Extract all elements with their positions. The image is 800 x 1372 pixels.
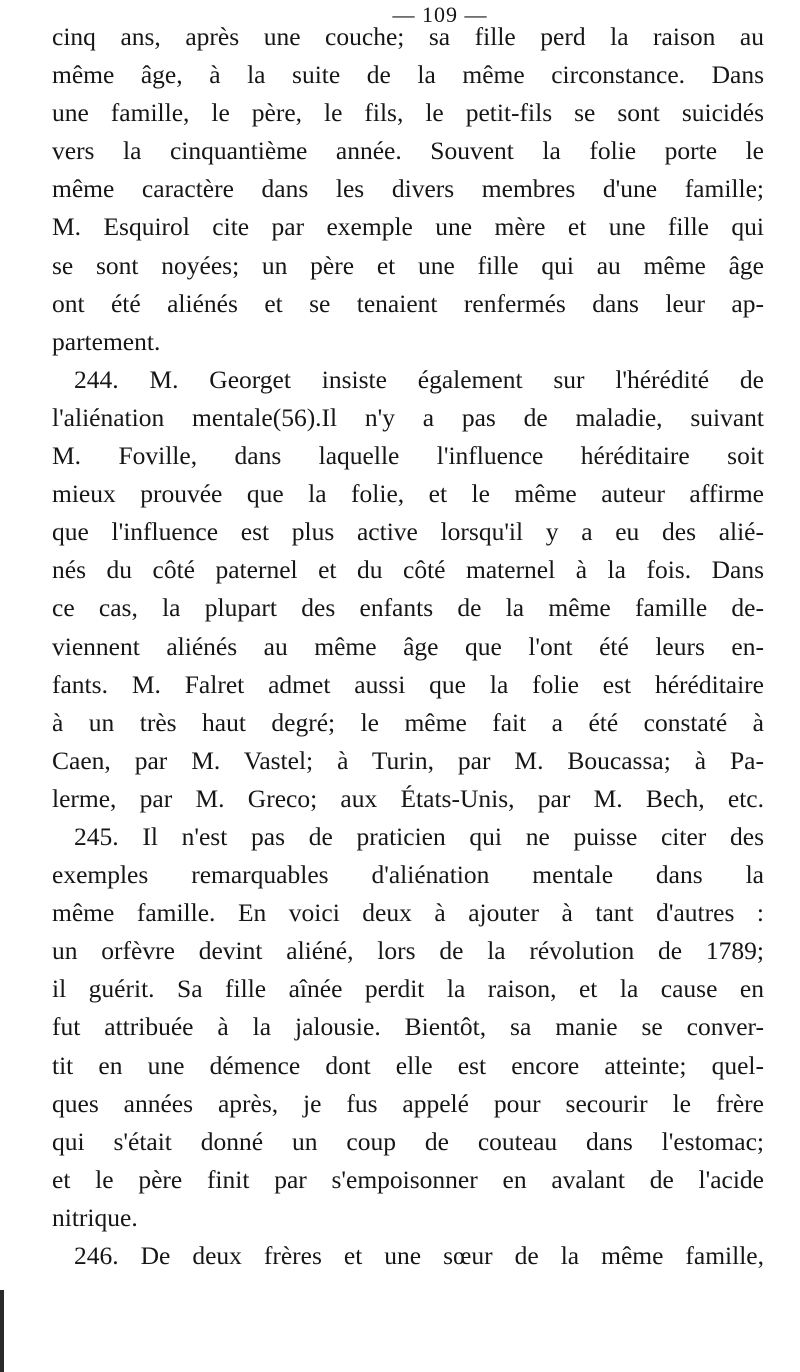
text-line: Caen, par M. Vastel; à Turin, par M. Boucassa; à Pa- (52, 745, 764, 775)
text-line: nitrique. (52, 1202, 138, 1232)
text-line: ques années après, je fus appelé pour secourir le frère (52, 1088, 764, 1118)
text-line: viennent aliénés au même âge que l'ont été leurs en- (52, 631, 764, 661)
text-line: lerme, par M. Greco; aux États-Unis, par M. Bech, etc. (52, 783, 764, 813)
text-line: une famille, le père, le fils, le petit-fils se sont suicidés (52, 98, 764, 128)
paragraph-244-start: 244. M. Georget insiste également sur l'hérédité de (74, 364, 764, 394)
text-line: fants. M. Falret admet aussi que la folie est héréditaire (52, 669, 764, 699)
text-line: mieux prouvée que la folie, et le même auteur affirme (52, 479, 764, 509)
paragraph-245-start: 245. Il n'est pas de praticien qui ne puisse citer des (74, 821, 764, 851)
text-line: même famille. En voici deux à ajouter à tant d'autres : (52, 898, 764, 928)
text-line: se sont noyées; un père et une fille qui au même âge (52, 250, 764, 280)
text-line: il guérit. Sa fille aînée perdit la raison, et la cause en (52, 974, 764, 1004)
text-line: M. Esquirol cite par exemple une mère et une fille qui (52, 212, 764, 242)
text-line: qui s'était donné un coup de couteau dans l'estomac; (52, 1126, 764, 1156)
text-line: tit en une démence dont elle est encore atteinte; quel- (52, 1050, 764, 1080)
text-line: cinq ans, après une couche; sa fille perd la raison au (52, 22, 764, 51)
text-line: même caractère dans les divers membres d'une famille; (52, 174, 764, 204)
page-number: — 109 — (392, 2, 488, 27)
text-line: à un très haut degré; le même fait a été constaté à (52, 707, 764, 737)
text-line: partement. (52, 326, 161, 356)
text-line: l'aliénation mentale(56).Il n'y a pas de maladie, suivant (52, 402, 764, 432)
text-line: ce cas, la plupart des enfants de la même famille de- (52, 593, 764, 623)
text-line: M. Foville, dans laquelle l'influence héréditaire soit (52, 441, 764, 471)
text-line: vers la cinquantième année. Souvent la folie porte le (52, 136, 764, 166)
text-line: ont été aliénés et se tenaient renfermés dans leur ap- (52, 288, 764, 318)
paragraph-246-start: 246. De deux frères et une sœur de la même famille, (74, 1241, 764, 1270)
scan-margin-shadow (0, 1290, 4, 1372)
text-line: que l'influence est plus active lorsqu'il y a eu des alié- (52, 517, 764, 547)
text-line: un orfèvre devint aliéné, lors de la révolution de 1789; (52, 936, 764, 966)
text-line: nés du côté paternel et du côté maternel à la fois. Dans (52, 555, 764, 585)
text-line: et le père finit par s'empoisonner en avalant de l'acide (52, 1164, 764, 1194)
text-line: fut attribuée à la jalousie. Bientôt, sa manie se conver- (52, 1012, 764, 1042)
body-text (52, 18, 764, 1275)
text-line: même âge, à la suite de la même circonstance. Dans (52, 60, 764, 90)
text-line: exemples remarquables d'aliénation mentale dans la (52, 860, 764, 890)
